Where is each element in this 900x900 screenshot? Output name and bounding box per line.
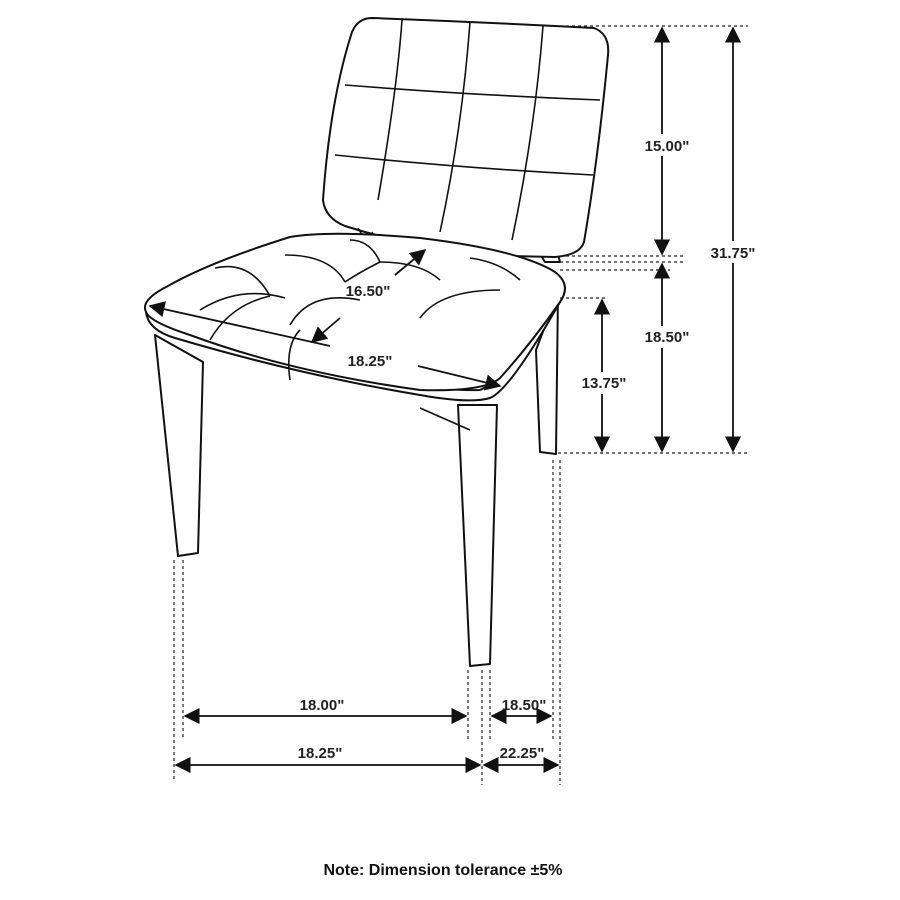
front-left-leg bbox=[155, 335, 203, 556]
overall-height-label: 31.75" bbox=[710, 245, 756, 262]
seat-depth-label: 16.50" bbox=[345, 283, 391, 300]
seat-cushion bbox=[145, 234, 565, 401]
seat-width-label: 18.25" bbox=[347, 353, 393, 370]
overall-width-label: 18.25" bbox=[297, 745, 343, 762]
arm-height-label: 13.75" bbox=[581, 375, 627, 392]
backrest bbox=[323, 18, 608, 257]
back-height-label: 15.00" bbox=[644, 138, 690, 155]
leg-span-depth-label: 18.50" bbox=[501, 697, 547, 714]
overall-depth-label: 22.25" bbox=[499, 745, 545, 762]
tolerance-note: Note: Dimension tolerance ±5% bbox=[323, 862, 563, 879]
front-right-leg bbox=[458, 405, 497, 666]
backrest-outline bbox=[323, 18, 608, 257]
seat-height-label: 18.50" bbox=[644, 329, 690, 346]
leg-span-width-label: 18.00" bbox=[299, 697, 345, 714]
